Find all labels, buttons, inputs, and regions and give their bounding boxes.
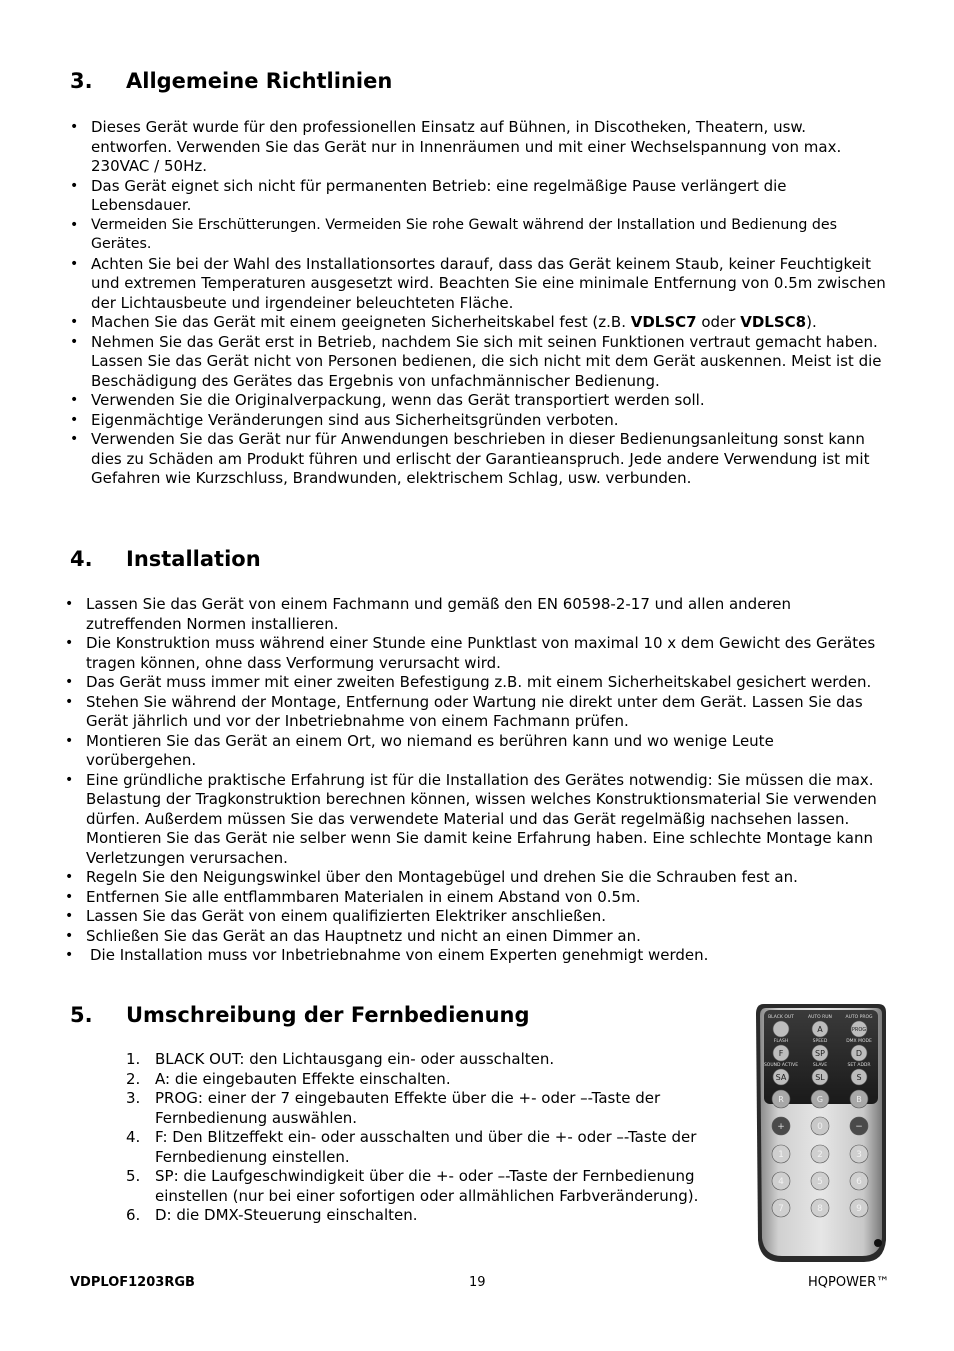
remote-key-label: AUTO RUN <box>808 1015 832 1020</box>
list-item: • Dieses Gerät wurde für den professionellen Einsatz auf Bühnen, in Discotheken, Theatern, usw. entworfen. Verwenden Sie das Gerät nur in Innenräumen und mit einer Wechselspannung von max. 230VAC / 50Hz. <box>91 118 891 177</box>
list-item: 4. F: Den Blitzeffekt ein- oder ausschalten und über die +- oder –-Taste der Fernbedienung einstellen. <box>126 1128 697 1166</box>
remote-key-label: FLASH <box>773 1039 789 1044</box>
footer-model: VDPLOF1203RGB <box>70 1275 195 1290</box>
section-number: 5. <box>70 1003 93 1027</box>
remote-key-text: 9 <box>856 1204 862 1215</box>
remote-key-text: S <box>856 1072 862 1082</box>
remote-key-text: 4 <box>778 1177 784 1188</box>
list-item: • Regeln Sie den Neigungswinkel über den Montagebügel und drehen Sie die Schrauben fest an. <box>86 868 886 888</box>
remote-key-text: 6 <box>856 1177 862 1188</box>
remote-key-label: BLACK OUT <box>768 1015 794 1020</box>
remote-key-text: 0 <box>817 1122 823 1133</box>
list-item: • Lassen Sie das Gerät von einem qualifizierten Elektriker anschließen. <box>86 907 886 927</box>
list-item: • Montieren Sie das Gerät an einem Ort, wo niemand es berühren kann und wo wenige Leute vorübergehen. <box>86 732 886 771</box>
list-item: • Das Gerät muss immer mit einer zweiten Befestigung z.B. mit einem Sicherheitskabel gesichert werden. <box>86 673 886 693</box>
list-item: • Eine gründliche praktische Erfahrung ist für die Installation des Gerätes notwendig: Sie müssen die max. Belastung der Tragkonstruktion berechnen können, wissen welches Konstruktionsmaterial Sie verwenden dürfen. Außerdem müssen Sie das verwendete Material und das Gerät regelmäßig nachsehen lassen. Montieren Sie das Gerät nie selber wenn Sie damit keine Erfahrung haben. Eine schlechte Montage kann Verletzungen verursachen. <box>86 771 886 869</box>
remote-key-label: SLAVE <box>812 1063 828 1068</box>
remote-key-text: 2 <box>817 1150 823 1161</box>
list-item: • Nehmen Sie das Gerät erst in Betrieb, nachdem Sie sich mit seinen Funktionen vertraut gemacht haben. Lassen Sie das Gerät nicht von Personen bedienen, die sich nicht mit dem Gerät auskennen. Meist ist die Beschädigung des Gerätes das Ergebnis von unfachmännischer Bedienung. <box>91 333 891 392</box>
remote-key <box>773 1021 789 1037</box>
remote-key-label: SPEED <box>812 1039 828 1044</box>
list-item: 3. PROG: einer der 7 eingebauten Effekte über die +- oder –-Taste der Fernbedienung auswählen. <box>126 1089 661 1127</box>
remote-key-text: SL <box>815 1072 825 1082</box>
remote-key-text: 8 <box>817 1204 823 1215</box>
product-code: VDLSC7 <box>630 313 697 331</box>
section-title: Allgemeine Richtlinien <box>126 69 393 93</box>
footer-brand: HQPOWER™ <box>808 1275 890 1290</box>
list-item: • Eigenmächtige Veränderungen sind aus Sicherheitsgründen verboten. <box>91 411 891 431</box>
remote-key-text: B <box>856 1094 862 1104</box>
remote-key-text: G <box>816 1094 824 1104</box>
remote-description-list <box>126 1050 720 1226</box>
list-item: • Verwenden Sie das Gerät nur für Anwendungen beschrieben in dieser Bedienungsanleitung sonst kann dies zu Schäden am Produkt führen und erlischt der Garantieanspruch. Jede andere Verwendung ist mit Gefahren wie Kurzschluss, Brandwunden, elektrischem Schlag, usw. verbunden. <box>91 430 891 489</box>
remote-key-text: SA <box>775 1072 787 1082</box>
footer-page-number: 19 <box>469 1275 486 1290</box>
list-item: • Entfernen Sie alle entflammbaren Materialen in einem Abstand von 0.5m. <box>86 888 886 908</box>
remote-control-illustration <box>752 1000 890 1266</box>
remote-key-label: AUTO PROG <box>845 1015 873 1020</box>
section-number: 3. <box>70 69 93 93</box>
remote-key-text: R <box>778 1094 784 1104</box>
list-item: • Vermeiden Sie Erschütterungen. Vermeiden Sie rohe Gewalt während der Installation und Bedienung des Gerätes. <box>91 216 891 255</box>
list-item: • Schließen Sie das Gerät an das Hauptnetz und nicht an einen Dimmer an. <box>86 927 886 947</box>
remote-key-label: DMX MODE <box>846 1039 872 1044</box>
remote-key-text: 7 <box>778 1204 784 1215</box>
remote-key-text: 3 <box>856 1150 862 1161</box>
section-number: 4. <box>70 547 93 571</box>
remote-control-photo <box>752 1000 890 1266</box>
list-item: • Die Installation muss vor Inbetriebnahme von einem Experten genehmigt werden. <box>86 946 886 966</box>
remote-key-label: SOUND ACTIVE <box>763 1063 799 1068</box>
remote-key-label: SET ADDR <box>847 1063 871 1068</box>
list-item: 6. D: die DMX-Steuerung einschalten. <box>126 1206 418 1224</box>
remote-key-text: F <box>778 1048 784 1058</box>
list-item: • Stehen Sie während der Montage, Entfernung oder Wartung nie direkt unter dem Gerät. Lassen Sie das Gerät jährlich und vor der Inbetriebnahme von einem Fachmann prüfen. <box>86 693 886 732</box>
remote-key-text: PROG <box>851 1026 867 1033</box>
list-item: • Lassen Sie das Gerät von einem Fachmann und gemäß den EN 60598-2-17 und allen anderen zutreffenden Normen installieren. <box>86 595 886 634</box>
remote-key-text: 1 <box>778 1150 784 1161</box>
list-item: 1. BLACK OUT: den Lichtausgang ein- oder ausschalten. <box>126 1050 555 1068</box>
section-title: Installation <box>126 547 261 571</box>
installation-list <box>86 595 886 966</box>
list-item: • Achten Sie bei der Wahl des Installationsortes darauf, dass das Gerät keinem Staub, keiner Feuchtigkeit und extremen Temperaturen ausgesetzt wird. Beachten Sie eine minimale Entfernung von 0.5m zwischen der Lichtausbeute und irgendeiner beleuchteten Fläche. <box>91 255 891 314</box>
list-item: 5. SP: die Laufgeschwindigkeit über die +- oder –-Taste der Fernbedienung einstellen (nur bei einer sofortigen oder allmählichen Farbveränderung). <box>126 1167 699 1205</box>
list-item: • Die Konstruktion muss während einer Stunde eine Punktlast von maximal 10 x dem Gewicht des Gerätes tragen können, ohne dass Verformung verursacht wird. <box>86 634 886 673</box>
list-item: • Machen Sie das Gerät mit einem geeigneten Sicherheitskabel fest (z.B. VDLSC7 oder VDLSC8). <box>91 313 891 333</box>
list-item: • Das Gerät eignet sich nicht für permanenten Betrieb: eine regelmäßige Pause verlängert die Lebensdauer. <box>91 177 891 216</box>
remote-key-text: SP <box>815 1048 825 1058</box>
list-item: • Verwenden Sie die Originalverpackung, wenn das Gerät transportiert werden soll. <box>91 391 891 411</box>
section-title: Umschreibung der Fernbedienung <box>126 1003 530 1027</box>
list-item: 2. A: die eingebauten Effekte einschalten. <box>126 1069 451 1088</box>
remote-key-text: A <box>817 1024 823 1034</box>
guidelines-list <box>91 118 891 489</box>
remote-key-text: D <box>855 1048 863 1058</box>
remote-key-text: + <box>777 1122 785 1133</box>
remote-key-text: − <box>855 1122 863 1133</box>
remote-key-text: 5 <box>817 1177 823 1188</box>
product-code: VDLSC8 <box>740 313 807 331</box>
